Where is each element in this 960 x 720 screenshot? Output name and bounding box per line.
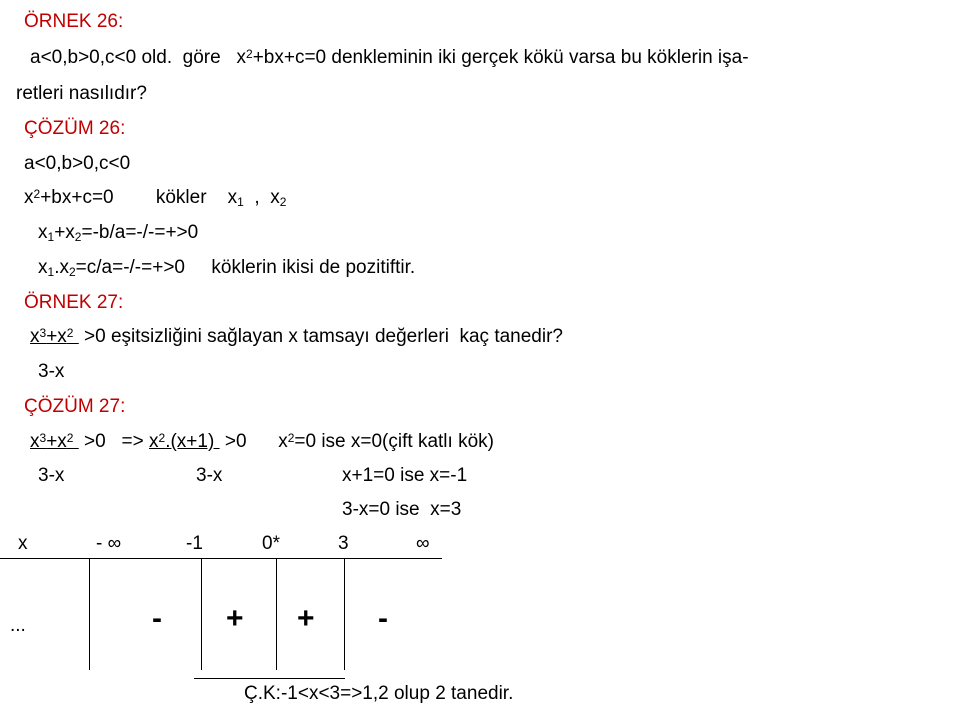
sign-table-divider	[89, 558, 90, 670]
solution-26-equation: $x^2+bx+c=0$ kökler $x_1$ , $x_2$	[24, 187, 287, 209]
solution-26-conditions: a<0,b>0,c<0	[24, 153, 131, 174]
example-26-question-line2: retleri nasılıdır?	[16, 83, 147, 104]
sign-table-divider	[276, 558, 277, 670]
fraction-numerator: $x^3+x^2$	[30, 326, 74, 347]
solution-26-sum-of-roots: $x_1+x_2=-b/a=-/-=+>0$	[38, 222, 199, 244]
solution-set-conclusion: Ç.K:-1<x<3=>1,2 olup 2 tanedir.	[244, 683, 514, 704]
sign-minus: -	[378, 602, 388, 635]
example-27-question: $x^3+x^2 >0$ eşitsizliğini sağlayan x tamsayı değerleri kaç tanedir?	[30, 326, 563, 347]
solution-26-heading: ÇÖZÜM 26:	[24, 118, 126, 139]
sign-table-header-x: x	[18, 533, 28, 554]
example-27-heading: ÖRNEK 27:	[24, 292, 124, 313]
sign-table-divider	[201, 558, 202, 670]
solution-27-step: $x^3+x^2 >0 => x^2.(x+1) >0$ $x^2=0$ ise x=0(çift katlı kök)	[30, 431, 494, 452]
sign-plus: +	[226, 602, 244, 635]
solution-26-product-of-roots: $x_1.x_2=c/a=-/-=+>0$ köklerin ikisi de pozitiftir.	[38, 257, 416, 279]
sign-minus: -	[152, 602, 162, 635]
sign-table-header-zero: 0*	[262, 533, 280, 554]
solution-interval-bracket	[194, 678, 345, 679]
example-26-question-line1: a<0,b>0,c<0 old. göre $x^2+bx+c=0$ denkleminin iki gerçek kökü varsa bu köklerin işa-	[30, 47, 749, 68]
solution-27-heading: ÇÖZÜM 27:	[24, 396, 126, 417]
factored-numerator: $x^2.(x+1)$	[149, 431, 220, 452]
fraction-numerator: $x^3+x^2$	[30, 431, 74, 452]
example-26-heading: ÖRNEK 26:	[24, 11, 124, 32]
sign-table-header-minus-one: -1	[186, 533, 203, 554]
solution-27-denominator-2: 3-x	[196, 465, 223, 486]
sign-table-row-dots: ...	[10, 615, 26, 636]
sign-table-divider	[344, 558, 345, 670]
sign-plus: +	[297, 602, 315, 635]
sign-table-header-rule	[0, 558, 442, 559]
sign-table-header-three: 3	[338, 533, 349, 554]
fraction-denominator: 3-x	[38, 361, 65, 382]
solution-27-root-minus-one: x+1=0 ise x=-1	[342, 465, 468, 486]
solution-27-denominator-1: 3-x	[38, 465, 65, 486]
solution-27-root-three: 3-x=0 ise x=3	[342, 499, 462, 520]
sign-table-header-pos-inf: ∞	[416, 533, 430, 554]
sign-table-header-neg-inf: - ∞	[96, 533, 122, 554]
